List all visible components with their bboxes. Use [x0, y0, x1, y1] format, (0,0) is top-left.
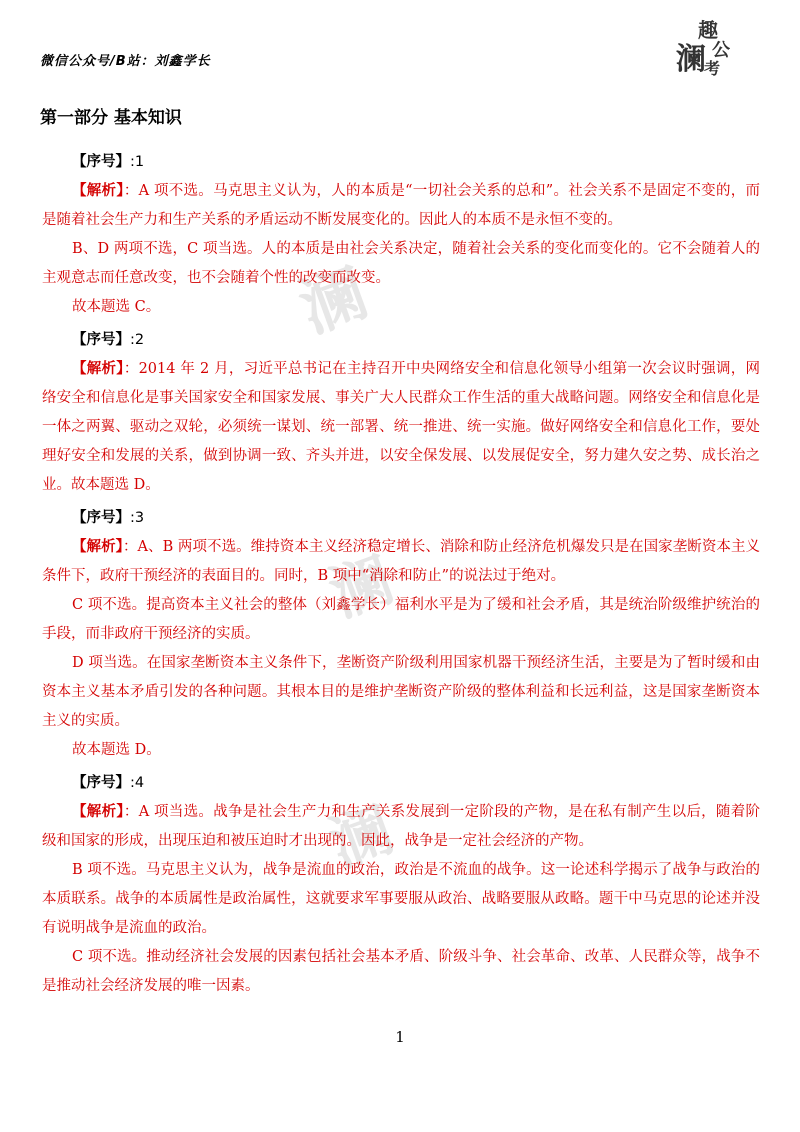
logo-char-3: 公	[712, 40, 730, 61]
logo-char-1: 趣	[698, 18, 718, 42]
analysis-paragraph: 【解析】：A 项不选。马克思主义认为，人的本质是“一切社会关系的总和”。社会关系不是固定不变的，而是随着社会生产力和生产关系的矛盾运动不断发展变化的。因此人的本质不是永恒不变的。	[42, 183, 760, 228]
analysis-paragraph: 【解析】：A 项当选。战争是社会生产力和生产关系发展到一定阶段的产物，是在私有制产生以后，随着阶级和国家的形成，出现压迫和被压迫时才出现的。因此，战争是一定社会经济的产物。	[42, 804, 761, 849]
question-block	[42, 769, 760, 1001]
analysis-paragraph: 故本题选 C。	[72, 299, 161, 315]
analysis-paragraph: B、D 两项不选，C 项当选。人的本质是由社会关系决定，随着社会关系的变化而变化的。它不会随着人的主观意志而任意改变，也不会随着个性的改变而改变。	[42, 241, 760, 286]
question-label: 【序号】:3	[72, 510, 145, 526]
analysis-paragraph: 故本题选 D。	[72, 742, 161, 758]
page-number: 1	[395, 1028, 405, 1046]
question-block	[42, 504, 760, 765]
logo-char-4: 考	[704, 59, 721, 78]
watermark: 澜	[321, 794, 402, 881]
analysis-paragraph: B 项不选。马克思主义认为，战争是流血的政治，政治是不流血的战争。这一论述科学揭示了战争与政治的本质联系。战争的本质属性是政治属性，这就要求军事要服从政治、战略要服从政略。题干中马克思的论述并没有说明战争是流血的政治。	[42, 862, 760, 936]
analysis-paragraph: D 项当选。在国家垄断资本主义条件下，垄断资产阶级利用国家机器干预经济生活，主要是为了暂时缓和由资本主义基本矛盾引发的各种问题。其根本目的是维护垄断资产阶级的整体利益和长远利益，这是国家垄断资本主义的实质。	[42, 655, 760, 729]
analysis-paragraph: 【解析】：A、B 两项不选。维持资本主义经济稳定增长、消除和防止经济危机爆发只是在国家垄断资本主义条件下，政府干预经济的表面目的。同时，B 项中“消除和防止”的说法过于绝对。	[42, 539, 761, 584]
watermark: 澜	[321, 544, 402, 631]
question-block	[42, 326, 760, 500]
part-title: 第一部分 基本知识	[40, 108, 182, 128]
analysis-paragraph: C 项不选。提高资本主义社会的整体（刘鑫学长）福利水平是为了缓和社会矛盾，其是统治阶级维护统治的手段，而非政府干预经济的实质。	[42, 597, 760, 642]
logo-char-2: 澜	[676, 42, 706, 77]
question-label: 【序号】:1	[72, 154, 145, 170]
header-text: 微信公众号/B站：刘鑫学长	[40, 54, 211, 69]
logo	[676, 14, 748, 80]
question-label: 【序号】:2	[72, 332, 145, 348]
analysis-paragraph: C 项不选。推动经济社会发展的因素包括社会基本矛盾、阶级斗争、社会革命、改革、人民群众等，战争不是推动社会经济发展的唯一因素。	[42, 949, 760, 994]
analysis-paragraph: 【解析】：2014 年 2 月，习近平总书记在主持召开中央网络安全和信息化领导小组第一次会议时强调，网络安全和信息化是事关国家安全和国家发展、事关广大人民群众工作生活的重大战略问题。网络安全和信息化是一体之两翼、驱动之双轮，必须统一谋划、统一部署、统一推进、统一实施。做好网络安全和信息化工作，要处理好安全和发展的关系，做到协调一致、齐头并进，以安全保发展、以发展促安全，努力建久安之势、成长治之业。故本题选 D。	[42, 361, 761, 493]
question-label: 【序号】:4	[72, 775, 145, 791]
watermark: 澜	[290, 254, 377, 348]
answer-content	[42, 148, 760, 1005]
question-block	[42, 148, 760, 322]
